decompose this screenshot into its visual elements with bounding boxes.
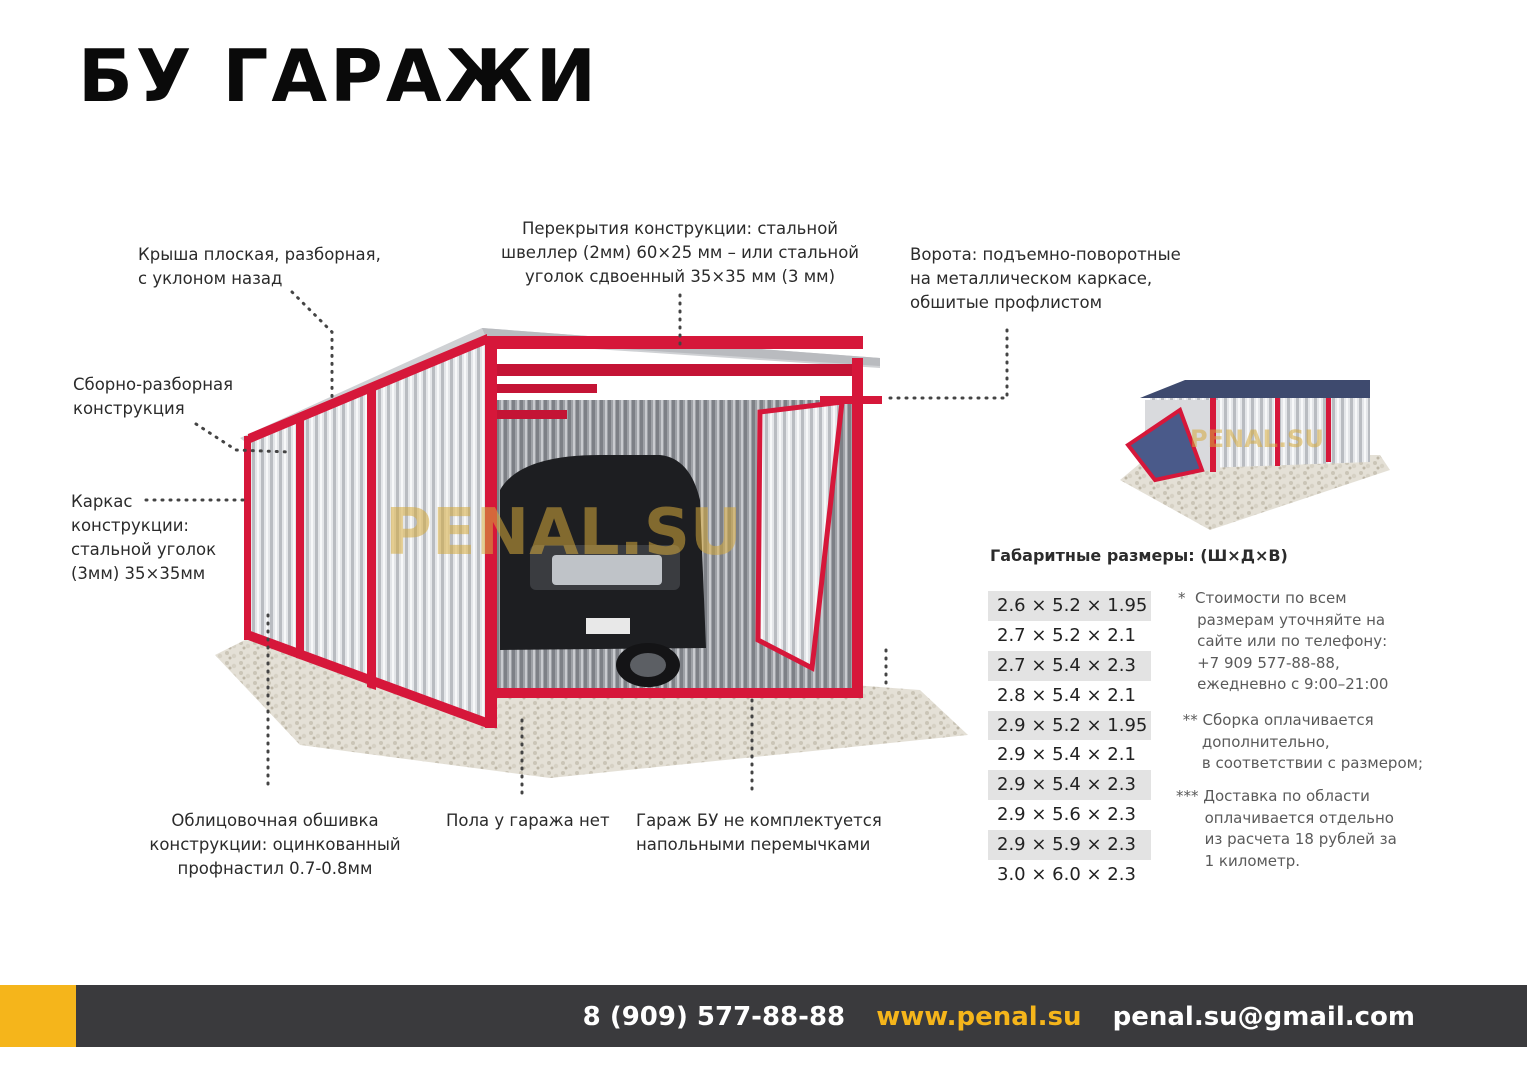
callout-roof: Крыша плоская, разборная, с уклоном назад (138, 245, 381, 288)
dimension-item: 3.0 × 6.0 × 2.3 (997, 864, 1136, 886)
dimension-item: 2.9 × 5.4 × 2.1 (997, 744, 1136, 766)
watermark-main: PENAL.SU (385, 496, 742, 570)
dimensions-heading: Габаритные размеры: (Ш×Д×В) (990, 546, 1288, 565)
dimensions-list (988, 591, 1151, 890)
dimension-item: 2.8 × 5.4 × 2.1 (997, 684, 1136, 706)
callout-frame: Каркас конструкции: стальной уголок (3мм) 35×35мм (71, 492, 217, 583)
footer-accent (0, 985, 76, 1047)
dimension-item: 2.9 × 5.4 × 2.3 (988, 770, 1151, 800)
footer-site-link[interactable]: www.penal.su (876, 1002, 1082, 1032)
leader-assembly (196, 424, 290, 452)
callout-gate: Ворота: подъемно-поворотные на металлическом каркасе, обшитые профлистом (910, 245, 1181, 312)
watermark-thumbnail: PENAL.SU (1190, 425, 1324, 453)
note-assembly: ** Сборка оплачивается дополнительно, в соответствии с размером; (1182, 711, 1424, 772)
leader-roof (292, 292, 332, 402)
footer-contacts (561, 999, 1415, 1035)
dimension-item: 2.7 × 5.2 × 2.1 (997, 624, 1136, 646)
dimension-item: 2.6 × 5.2 × 1.95 (988, 591, 1151, 621)
dimension-item: 2.7 × 5.4 × 2.3 (988, 651, 1151, 681)
callout-assembly: Сборно-разборная конструкция (73, 375, 234, 418)
note-prices: * Стоимости по всем размерам уточняйте на сайте или по телефону: +7 909 577-88-88, ежедневно с 9:00–21:00 (1178, 589, 1389, 693)
callout-cladding: Облицовочная обшивка конструкции: оцинкованный профнастил 0.7-0.8мм (149, 811, 401, 878)
callout-jumpers: Гараж БУ не комплектуется напольными перемычками (636, 811, 882, 854)
leader-gate (885, 330, 1007, 398)
dimension-item: 2.9 × 5.6 × 2.3 (997, 804, 1136, 826)
footer-email-link[interactable]: penal.su@gmail.com (1112, 1002, 1415, 1032)
dimension-item: 2.9 × 5.9 × 2.3 (988, 830, 1151, 860)
callout-floor: Пола у гаража нет (446, 811, 610, 830)
page-title: БУ ГАРАЖИ (78, 34, 599, 118)
dimension-item: 2.9 × 5.2 × 1.95 (988, 711, 1151, 741)
callout-overlap: Перекрытия конструкции: стальной швеллер (2мм) 60×25 мм – или стальной уголок сдвоенный 35×35 мм (3 мм) (500, 219, 860, 286)
footer-phone[interactable]: 8 (909) 577-88-88 (582, 1002, 846, 1032)
note-delivery: *** Доставка по области оплачивается отдельно из расчета 18 рублей за 1 километр. (1176, 787, 1397, 870)
